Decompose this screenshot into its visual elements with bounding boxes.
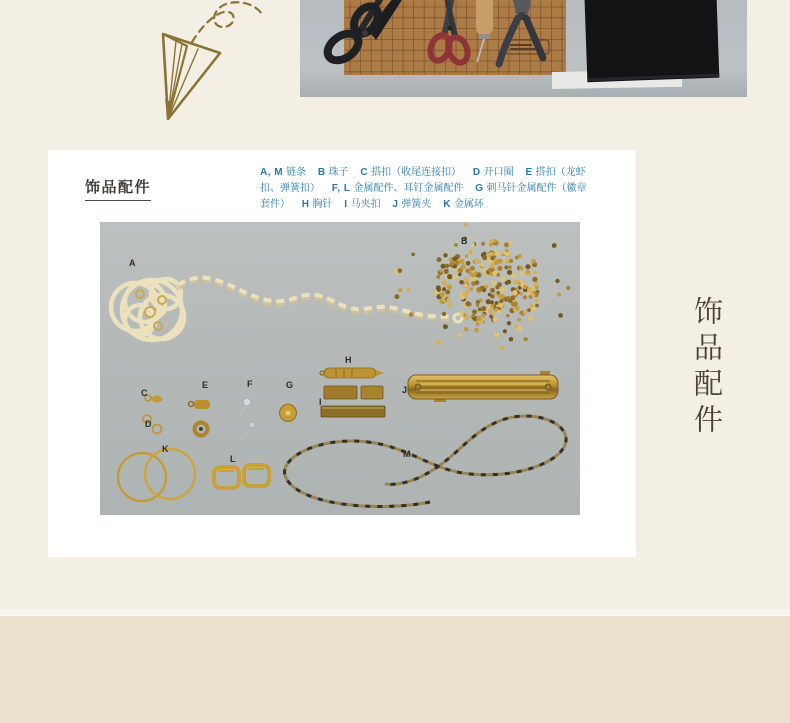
- legend-label: 珠子: [328, 167, 349, 178]
- legend-entry: [318, 167, 349, 178]
- legend-entry: [302, 199, 333, 210]
- legend-key: B: [317, 167, 326, 178]
- legend-key: C: [360, 167, 369, 178]
- legend-entry: [344, 199, 380, 210]
- photo-label: I: [319, 397, 322, 407]
- black-fabric: [584, 0, 719, 82]
- legend-key: J: [392, 199, 399, 210]
- earring-posts: [238, 398, 255, 440]
- legend-key: K: [443, 199, 451, 210]
- photo-label: D: [145, 419, 152, 429]
- side-vertical-title: 饰品配件: [690, 296, 722, 440]
- legend-label: 弹簧夹: [401, 199, 432, 210]
- legend-key: D: [472, 167, 481, 178]
- divider: [0, 609, 790, 616]
- photo-label: C: [141, 388, 148, 398]
- legend-label: 胸针: [312, 199, 333, 210]
- legend-entry: [360, 167, 461, 178]
- photo-label: H: [345, 355, 352, 365]
- photo-label: F: [247, 379, 253, 389]
- legend-label: 搭扣（龙虾扣、弹簧扣）: [260, 167, 586, 194]
- legend-label: 马夹扣: [350, 199, 381, 210]
- items-photo-canvas: [100, 222, 580, 515]
- legend-entry: [473, 167, 514, 178]
- tools-photo-canvas: [300, 0, 747, 97]
- flight-trail: [192, 2, 263, 42]
- content-card: [48, 150, 636, 557]
- tools-photo: [300, 0, 747, 97]
- photo-label: L: [230, 454, 236, 464]
- crimp-clamps: [324, 386, 383, 399]
- legend-label: 链条: [286, 167, 307, 178]
- photo-label: E: [202, 380, 209, 390]
- legend-key: G: [475, 183, 484, 194]
- items-photo: [100, 222, 580, 515]
- legend-label: 刺马针金属配件（徽章套件）: [260, 183, 587, 210]
- legend-entry: [332, 183, 464, 194]
- twisted-chain: [285, 416, 566, 506]
- metal-rings: [118, 449, 195, 501]
- photo-label: K: [162, 444, 169, 454]
- legend-key: I: [344, 199, 348, 210]
- photo-label: M: [403, 449, 411, 459]
- spring-clasps: [189, 400, 211, 436]
- buckles: [214, 465, 269, 488]
- legend-key: F, L: [331, 183, 351, 194]
- legend: [260, 165, 594, 213]
- legend-label: 搭扣（收尾连接扣）: [371, 167, 462, 178]
- legend-entry: [260, 167, 306, 178]
- photo-label: G: [286, 380, 294, 390]
- gold-beads: [394, 223, 571, 351]
- legend-key: A, M: [260, 167, 284, 178]
- legend-label: 金属环: [453, 199, 484, 210]
- legend-key: E: [525, 167, 533, 178]
- photo-label: A: [129, 258, 136, 268]
- clamp-bar: [321, 406, 385, 417]
- legend-entry: [443, 199, 484, 210]
- legend-label: 金属配件、耳钉金属配件: [353, 183, 464, 194]
- brooch-bar: [320, 368, 384, 378]
- photo-label: J: [402, 385, 408, 395]
- legend-entry: [392, 199, 431, 210]
- legend-label: 开口圈: [483, 167, 514, 178]
- barrette-clip: [408, 371, 558, 402]
- pin-back: [280, 404, 297, 422]
- cream-chain: [111, 278, 462, 340]
- bottom-band: [0, 616, 790, 723]
- legend-key: H: [301, 199, 310, 210]
- section-title: 饰品配件: [85, 176, 151, 201]
- paper-airplane-doodle: [140, 0, 290, 138]
- photo-label: B: [461, 236, 468, 246]
